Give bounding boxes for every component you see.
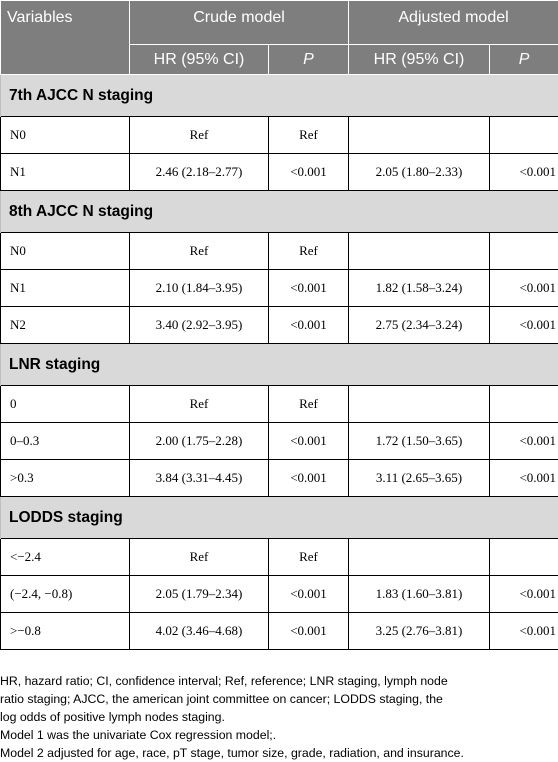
footnote-line: log odds of positive lymph nodes staging. xyxy=(0,708,558,726)
crude-hr-cell: Ref xyxy=(130,386,269,423)
adjusted-hr-cell: 1.82 (1.58–3.24) xyxy=(349,270,490,307)
adjusted-hr-cell xyxy=(349,233,490,270)
section-header-row xyxy=(1,344,558,386)
crude-hr-cell: Ref xyxy=(130,539,269,576)
header-row-top xyxy=(1,1,558,45)
adjusted-hr-cell: 1.83 (1.60–3.81) xyxy=(349,576,490,613)
footnote-line: HR, hazard ratio; CI, confidence interval; Ref, reference; LNR staging, lymph node xyxy=(0,672,558,690)
row-label: 0 xyxy=(1,386,130,423)
adjusted-p-cell: <0.001 xyxy=(490,613,558,650)
adjusted-hr-cell: 1.72 (1.50–3.65) xyxy=(349,423,490,460)
row-label: >−0.8 xyxy=(1,613,130,650)
adjusted-p-cell: <0.001 xyxy=(490,423,558,460)
table-body xyxy=(1,75,558,650)
section-title: 7th AJCC N staging xyxy=(1,75,558,117)
crude-p-cell: <0.001 xyxy=(269,154,349,191)
footnote-line: Model 2 adjusted for age, race, pT stage, tumor size, grade, radiation, and insurance. xyxy=(0,744,558,762)
adjusted-p-cell: <0.001 xyxy=(490,460,558,497)
row-label: >0.3 xyxy=(1,460,130,497)
crude-p-cell: <0.001 xyxy=(269,423,349,460)
row-label: <−2.4 xyxy=(1,539,130,576)
table-row xyxy=(1,117,558,154)
adjusted-p-header: P xyxy=(490,45,558,75)
crude-p-cell: Ref xyxy=(269,386,349,423)
footnote-line: Model 1 was the univariate Cox regression model;. xyxy=(0,726,558,744)
section-title: LNR staging xyxy=(1,344,558,386)
adjusted-p-cell: <0.001 xyxy=(490,307,558,344)
crude-p-cell: <0.001 xyxy=(269,270,349,307)
adjusted-p-cell: <0.001 xyxy=(490,576,558,613)
crude-hr-cell: 2.46 (2.18–2.77) xyxy=(130,154,269,191)
crude-hr-cell: 2.10 (1.84–3.95) xyxy=(130,270,269,307)
adjusted-hr-header: HR (95% CI) xyxy=(349,45,490,75)
table-row xyxy=(1,539,558,576)
table-row xyxy=(1,423,558,460)
section-header-row xyxy=(1,191,558,233)
table-row xyxy=(1,307,558,344)
adjusted-p-cell xyxy=(490,233,558,270)
crude-p-cell: <0.001 xyxy=(269,307,349,344)
adjusted-p-cell xyxy=(490,386,558,423)
crude-model-header: Crude model xyxy=(130,1,349,45)
crude-p-header: P xyxy=(269,45,349,75)
crude-hr-cell: 3.40 (2.92–3.95) xyxy=(130,307,269,344)
crude-p-cell: <0.001 xyxy=(269,460,349,497)
variables-header: Variables xyxy=(1,1,130,75)
adjusted-hr-cell xyxy=(349,539,490,576)
table-row xyxy=(1,270,558,307)
crude-p-cell: Ref xyxy=(269,117,349,154)
row-label: (−2.4, −0.8) xyxy=(1,576,130,613)
table-row xyxy=(1,460,558,497)
table-footnotes xyxy=(0,672,558,762)
table-row xyxy=(1,613,558,650)
adjusted-hr-cell: 3.25 (2.76–3.81) xyxy=(349,613,490,650)
adjusted-hr-cell xyxy=(349,117,490,154)
row-label: N0 xyxy=(1,117,130,154)
adjusted-hr-cell: 2.05 (1.80–2.33) xyxy=(349,154,490,191)
table-row xyxy=(1,576,558,613)
adjusted-hr-cell: 2.75 (2.34–3.24) xyxy=(349,307,490,344)
crude-p-cell: Ref xyxy=(269,233,349,270)
table-row xyxy=(1,154,558,191)
adjusted-hr-cell: 3.11 (2.65–3.65) xyxy=(349,460,490,497)
table-row xyxy=(1,233,558,270)
adjusted-p-cell: <0.001 xyxy=(490,154,558,191)
row-label: N1 xyxy=(1,154,130,191)
footnote-line: ratio staging; AJCC, the american joint committee on cancer; LODDS staging, the xyxy=(0,690,558,708)
section-header-row xyxy=(1,497,558,539)
crude-hr-cell: 2.00 (1.75–2.28) xyxy=(130,423,269,460)
adjusted-p-cell xyxy=(490,117,558,154)
crude-hr-cell: 4.02 (3.46–4.68) xyxy=(130,613,269,650)
adjusted-model-header: Adjusted model xyxy=(349,1,558,45)
row-label: N1 xyxy=(1,270,130,307)
adjusted-p-cell: <0.001 xyxy=(490,270,558,307)
crude-hr-cell: 2.05 (1.79–2.34) xyxy=(130,576,269,613)
adjusted-p-cell xyxy=(490,539,558,576)
crude-p-cell: <0.001 xyxy=(269,576,349,613)
row-label: N2 xyxy=(1,307,130,344)
crude-hr-cell: Ref xyxy=(130,117,269,154)
crude-p-cell: <0.001 xyxy=(269,613,349,650)
adjusted-hr-cell xyxy=(349,386,490,423)
crude-hr-header: HR (95% CI) xyxy=(130,45,269,75)
section-header-row xyxy=(1,75,558,117)
row-label: 0–0.3 xyxy=(1,423,130,460)
section-title: 8th AJCC N staging xyxy=(1,191,558,233)
crude-p-cell: Ref xyxy=(269,539,349,576)
crude-hr-cell: Ref xyxy=(130,233,269,270)
table-row xyxy=(1,386,558,423)
section-title: LODDS staging xyxy=(1,497,558,539)
crude-hr-cell: 3.84 (3.31–4.45) xyxy=(130,460,269,497)
row-label: N0 xyxy=(1,233,130,270)
